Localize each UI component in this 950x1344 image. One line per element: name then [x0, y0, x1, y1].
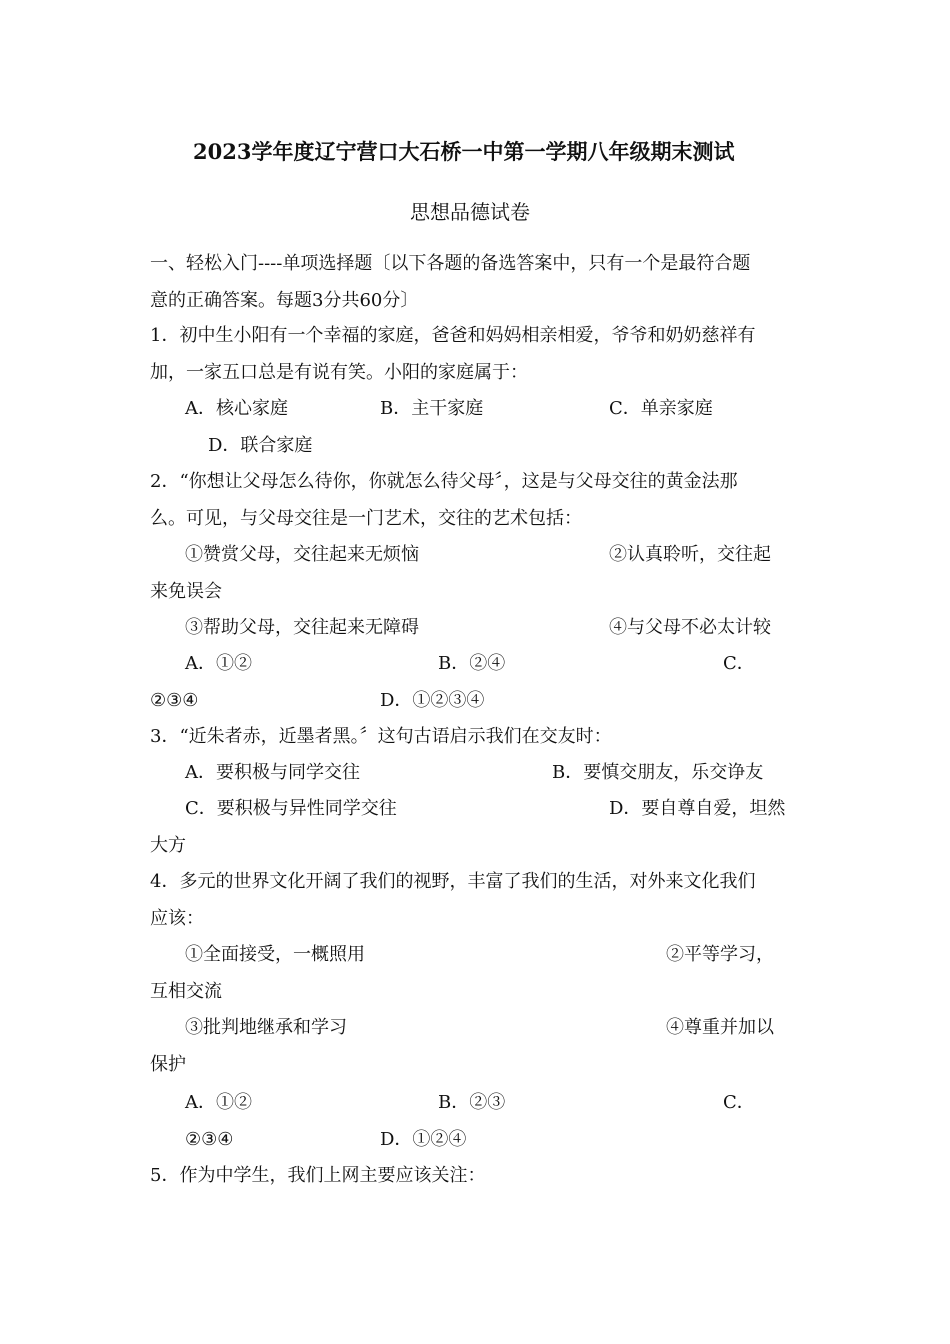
question-2-item-2-continued: 来免误会 [150, 581, 222, 602]
question-3-option-a: A．要积极与同学交往 [185, 762, 360, 783]
question-2-option-b: B．②④ [438, 653, 506, 674]
question-2-stem-line-2: 么。可见，与父母交往是一门艺术，交往的艺术包括： [150, 508, 582, 529]
question-3-option-b: B．要慎交朋友，乐交诤友 [552, 762, 764, 783]
question-4-item-4: ④尊重并加以 [666, 1017, 774, 1038]
question-3-option-c: C．要积极与异性同学交往 [185, 798, 397, 819]
page-subtitle: 思想品德试卷 [410, 200, 530, 224]
question-1-option-d: D．联合家庭 [208, 435, 313, 456]
question-1-option-b: B．主干家庭 [380, 398, 484, 419]
question-2-option-d: D．①②③④ [380, 690, 485, 711]
question-3-option-d-continued: 大方 [150, 835, 186, 856]
question-4-item-1: ①全面接受，一概照用 [185, 944, 365, 965]
question-2-stem-line-1: 2．“你想让父母怎么待你，你就怎么待父母〞，这是与父母交往的黄金法那 [150, 471, 738, 492]
question-3-stem: 3．“近朱者赤，近墨者黑。〞这句古语启示我们在交友时： [150, 726, 612, 747]
question-4-option-d: D．①②④ [380, 1129, 467, 1150]
section-heading-line-1: 一、轻松入门----单项选择题〔以下各题的备选答案中，只有一个是最符合题 [150, 253, 751, 274]
section-heading-line-2: 意的正确答案。每题3分共60分〕 [150, 290, 419, 311]
page-title: 2023学年度辽宁营口大石桥一中第一学期八年级期末测试 [193, 139, 735, 164]
question-4-option-c-value: ②③④ [185, 1129, 234, 1150]
question-4-option-b: B．②③ [438, 1092, 506, 1113]
question-4-option-a: A．①② [185, 1092, 252, 1113]
question-5-stem: 5．作为中学生，我们上网主要应该关注： [150, 1165, 486, 1186]
question-4-stem-line-2: 应该： [150, 908, 204, 929]
question-2-item-1: ①赞赏父母，交往起来无烦恼 [185, 544, 419, 565]
question-2-option-c-label: C． [723, 653, 755, 674]
question-2-option-a: A．①② [185, 653, 252, 674]
question-1-option-c: C．单亲家庭 [609, 398, 713, 419]
question-4-item-3: ③批判地继承和学习 [185, 1017, 347, 1038]
question-2-option-c-value: ②③④ [150, 690, 199, 711]
question-1-stem-line-1: 1．初中生小阳有一个幸福的家庭，爸爸和妈妈相亲相爱，爷爷和奶奶慈祥有 [150, 325, 756, 346]
question-2-item-3: ③帮助父母，交往起来无障碍 [185, 617, 419, 638]
question-1-stem-line-2: 加，一家五口总是有说有笑。小阳的家庭属于： [150, 362, 528, 383]
question-3-option-d: D．要自尊自爱，坦然 [609, 798, 786, 819]
question-4-item-2-continued: 互相交流 [150, 981, 222, 1002]
question-2-item-4: ④与父母不必太计较 [609, 617, 771, 638]
question-4-option-c-label: C． [723, 1092, 755, 1113]
question-4-item-4-continued: 保护 [150, 1054, 186, 1075]
question-4-item-2: ②平等学习， [666, 944, 774, 965]
question-1-option-a: A．核心家庭 [185, 398, 288, 419]
question-2-item-2: ②认真聆听，交往起 [609, 544, 771, 565]
question-4-stem-line-1: 4．多元的世界文化开阔了我们的视野，丰富了我们的生活，对外来文化我们 [150, 871, 756, 892]
